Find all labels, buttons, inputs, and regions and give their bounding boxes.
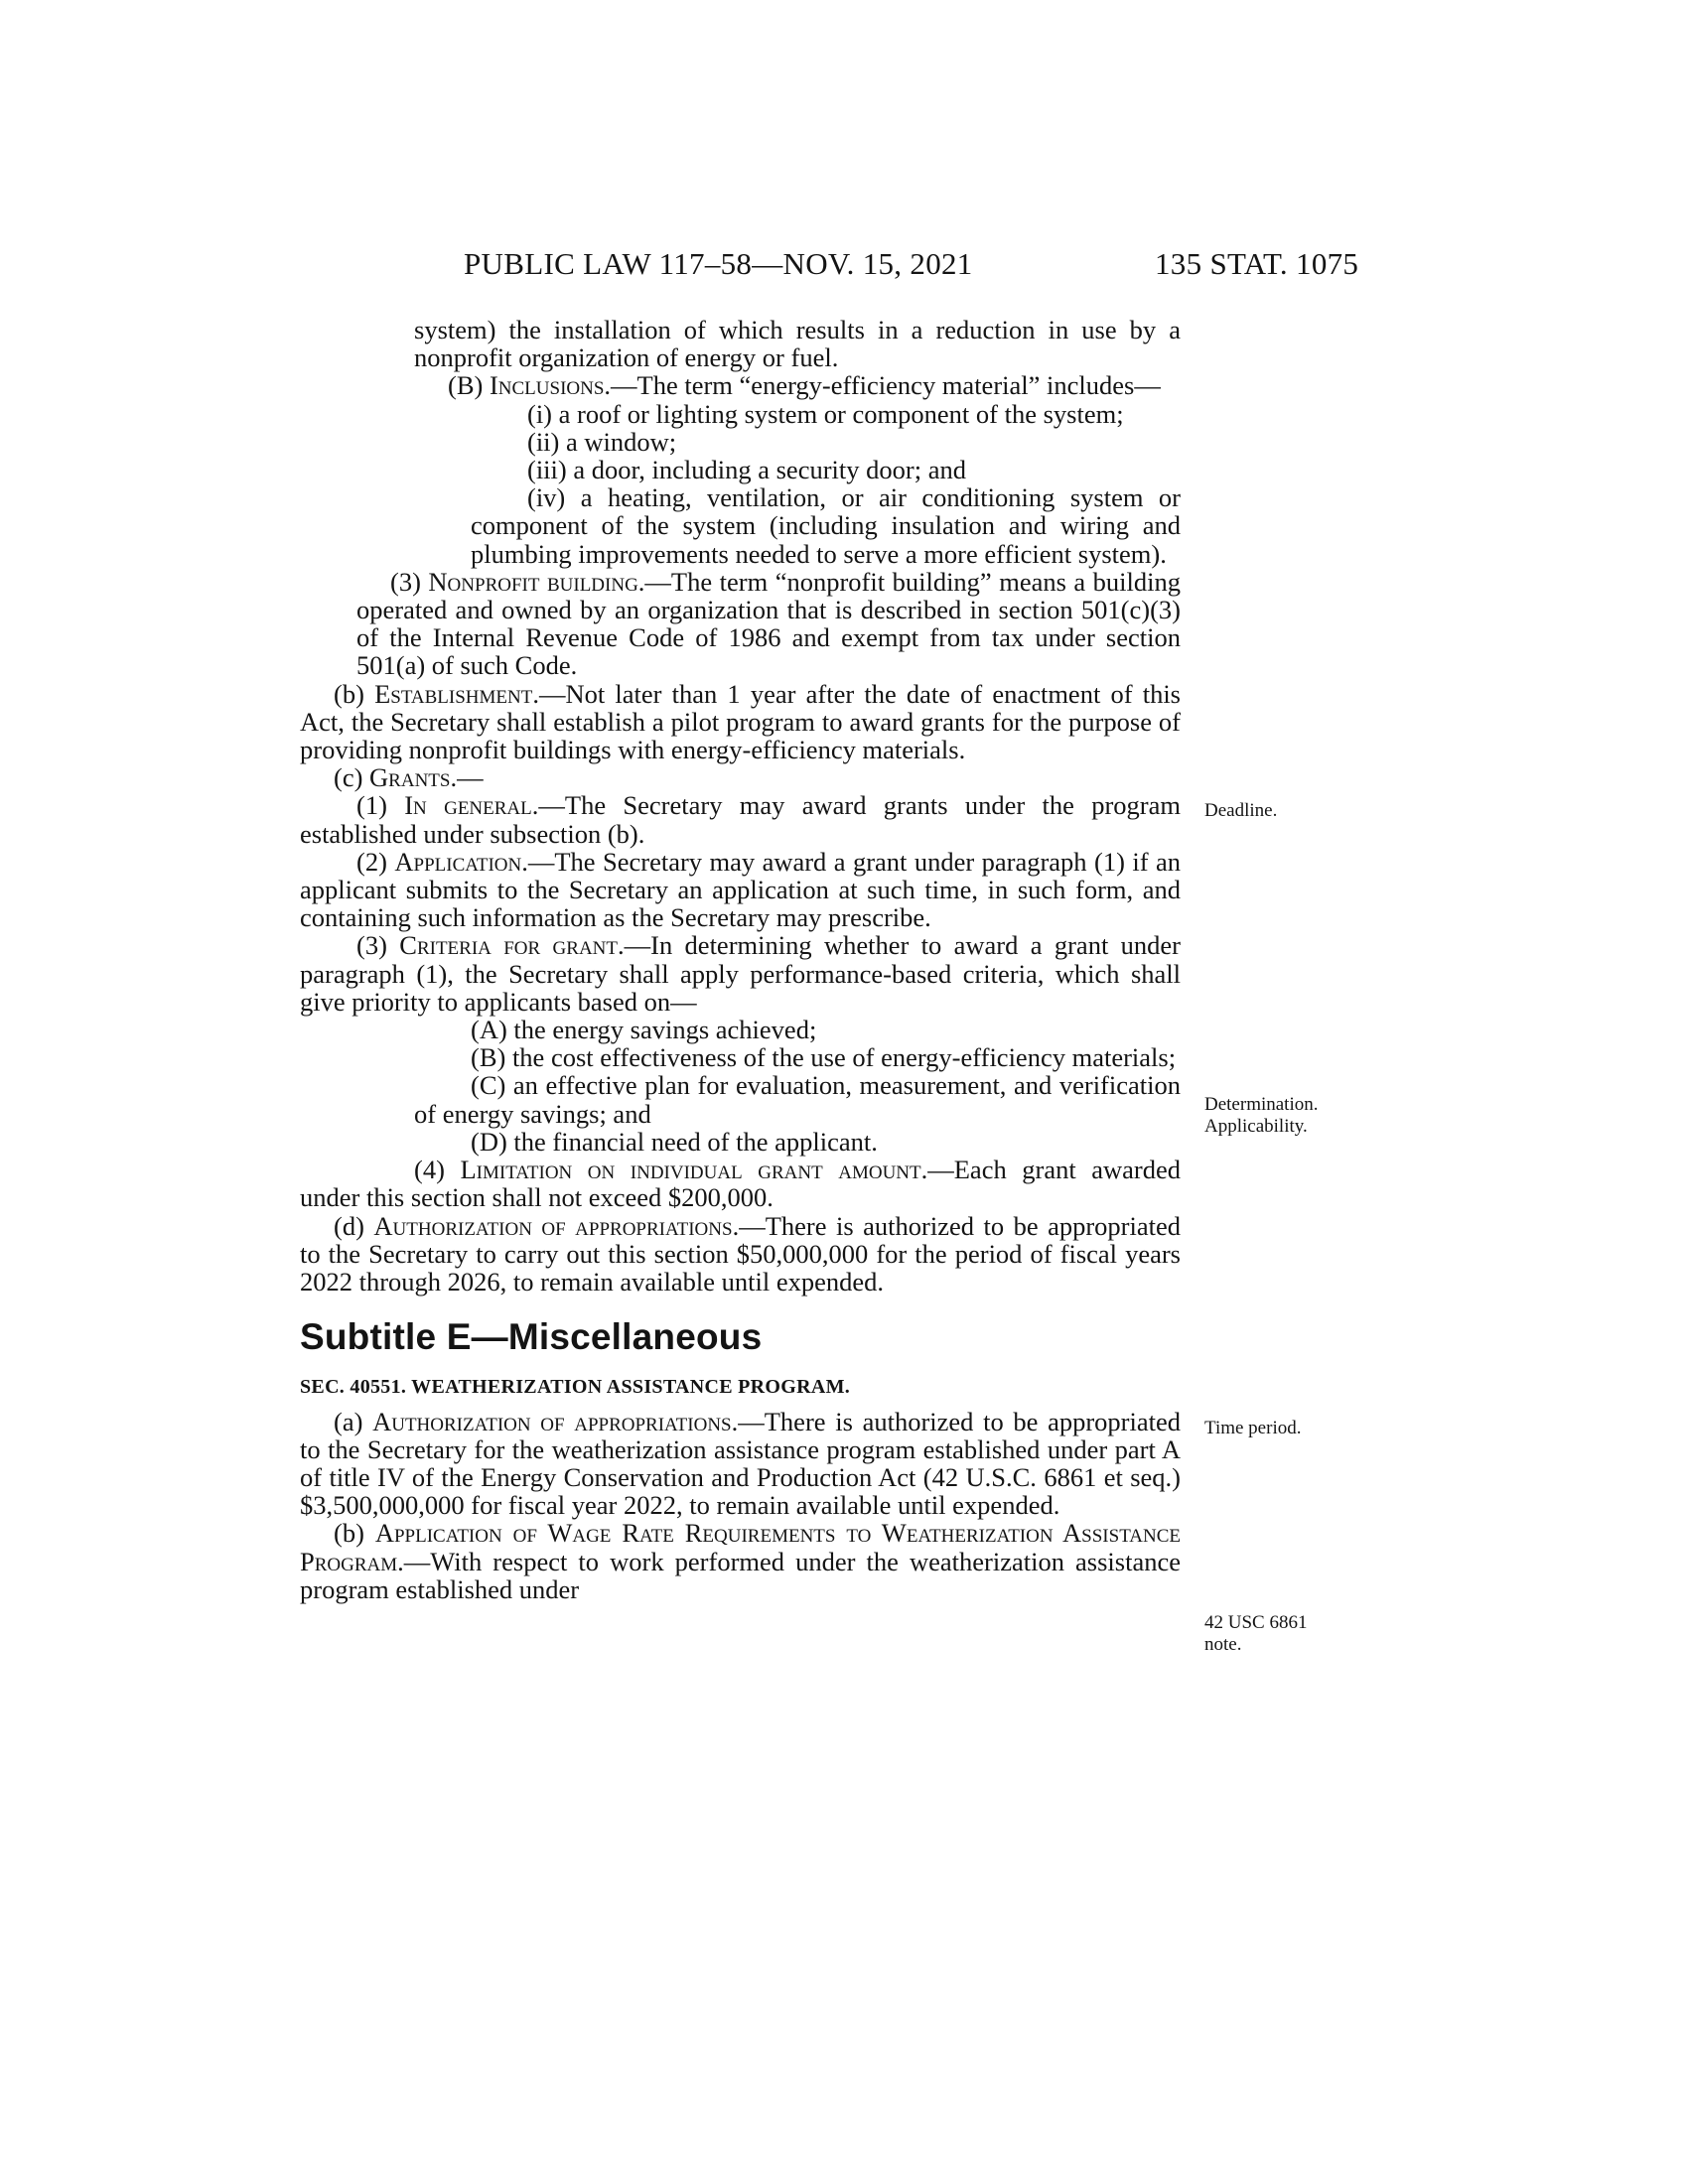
paragraph (300, 1043, 1181, 1071)
paragraph-text: .—The Secretary may award a grant under paragraph (1) if an applicant submits to the Secretary an application at such time, in such form, and containing such information as the Secretary may prescribe. (300, 846, 1181, 933)
subtitle-heading: Subtitle E—Miscellaneous (300, 1316, 763, 1358)
paragraph (300, 1212, 1181, 1297)
paragraph (300, 400, 1181, 428)
paragraph (300, 456, 1181, 483)
paragraph-text: (A) the energy savings achieved; (471, 1015, 817, 1045)
paragraph-text: system) the installation of which results in a reduction in use by a nonprofit organization of energy or fuel. (414, 315, 1181, 373)
margin-note-deadline: Deadline. (1204, 800, 1278, 821)
paragraph-heading: Criteria for grant (399, 930, 618, 961)
paragraph-text: .— (450, 762, 484, 793)
paragraph-label: (c) (334, 762, 370, 793)
paragraph-label: (1) (356, 790, 405, 821)
margin-note-time-period: Time period. (1204, 1418, 1302, 1438)
paragraph (300, 483, 1181, 568)
paragraph (300, 1408, 1181, 1520)
paragraph-heading: Limitation on individual grant amount (460, 1155, 921, 1185)
paragraph-heading: Establishment (374, 678, 533, 709)
paragraph-text: (ii) a window; (527, 426, 677, 457)
paragraph-label: (3) (356, 930, 400, 961)
paragraph (243, 931, 1181, 1016)
margin-note-determination: Determination. (1204, 1094, 1319, 1115)
paragraph-heading: Application (394, 846, 522, 877)
paragraph-text: .—In determining whether to award a grant under paragraph (1), the Secretary shall apply performance-based criteria, which shall give priority to applicants based on— (300, 930, 1181, 1017)
paragraph-label: (4) (414, 1155, 461, 1185)
paragraph-heading: Application of Wage Rate Requirements to Weatherization Assistance Program (300, 1518, 1181, 1576)
paragraph-label: (2) (356, 846, 395, 877)
paragraph-text: .—Not later than 1 year after the date of enactment of this Act, the Secretary shall establish a pilot program to award grants for the purpose of providing nonprofit buildings with energy-efficiency materials. (300, 678, 1181, 765)
running-header-title: PUBLIC LAW 117–58—NOV. 15, 2021 (464, 246, 973, 281)
paragraph-text: (D) the financial need of the applicant. (471, 1126, 878, 1157)
paragraph (300, 568, 1181, 680)
paragraph-label: (a) (334, 1406, 373, 1436)
paragraph (300, 316, 1181, 371)
paragraph-text: (i) a roof or lighting system or component of the system; (527, 398, 1124, 429)
paragraph-text: .—There is authorized to be appropriated to the Secretary to carry out this section $50,000,000 for the period of fiscal years 2022 through 2026, to remain available until expended. (300, 1210, 1181, 1297)
page-body (300, 316, 1181, 1603)
paragraph (300, 1128, 1181, 1156)
paragraph-heading: Authorization of appropriations (373, 1210, 733, 1241)
paragraph-text: .—There is authorized to be appropriated to the Secretary for the weatherization assistance program established under part A of title IV of the Energy Conservation and Production Act (42 U.S.C. 6861 et seq.) $3,500,000,000 for fiscal year 2022, to remain available until expended. (300, 1406, 1181, 1521)
paragraph (300, 1071, 1181, 1127)
paragraph-label: (b) (334, 1518, 375, 1549)
paragraph (300, 428, 1181, 456)
section-heading: SEC. 40551. WEATHERIZATION ASSISTANCE PROGRAM. (300, 1376, 851, 1399)
paragraph (300, 1156, 1181, 1211)
paragraph-label: (B) (448, 370, 490, 401)
margin-note-usc: 42 USC 6861 (1204, 1612, 1308, 1633)
paragraph-text: .—Each grant awarded under this section shall not exceed $200,000. (300, 1155, 1181, 1213)
paragraph-label: (3) (390, 566, 429, 597)
paragraph (300, 763, 1181, 791)
paragraph-label: (b) (334, 678, 375, 709)
paragraph (300, 1016, 1181, 1043)
paragraph-text: (iii) a door, including a security door; and (527, 455, 966, 485)
paragraph-heading: Authorization of appropriations (372, 1406, 732, 1436)
running-header-page: 135 STAT. 1075 (1155, 246, 1359, 281)
paragraph-label: (d) (334, 1210, 374, 1241)
paragraph (300, 371, 1181, 399)
paragraph-text: (C) an effective plan for evaluation, measurement, and verification of energy savings; and (414, 1070, 1181, 1129)
paragraph-text: .—The Secretary may award grants under the program established under subsection (b). (300, 790, 1182, 849)
paragraph (243, 791, 1181, 847)
margin-note-usc-note: note. (1204, 1634, 1242, 1655)
paragraph (300, 1519, 1181, 1603)
paragraph (243, 848, 1181, 932)
paragraph-heading: Inclusions (489, 370, 605, 401)
margin-note-applicability: Applicability. (1204, 1116, 1308, 1137)
paragraph-text: .—The term “energy-efficiency material” includes— (604, 370, 1161, 401)
paragraph-text: (B) the cost effectiveness of the use of energy-efficiency materials; (471, 1042, 1177, 1073)
paragraph-text: .—With respect to work performed under the weatherization assistance program established under (300, 1546, 1181, 1604)
paragraph-heading: Grants (369, 762, 451, 793)
paragraph-heading: Nonprofit building (428, 566, 638, 597)
paragraph (300, 680, 1181, 764)
paragraph-text: (iv) a heating, ventilation, or air conditioning system or component of the system (including insulation and wiring and plumbing improvements needed to serve a more efficient system). (471, 482, 1181, 569)
paragraph-heading: In general (404, 790, 532, 821)
paragraph-text: .—The term “nonprofit building” means a building operated and owned by an organization that is described in section 501(c)(3) of the Internal Revenue Code of 1986 and exempt from tax under section 501(a) of such Code. (356, 566, 1182, 681)
